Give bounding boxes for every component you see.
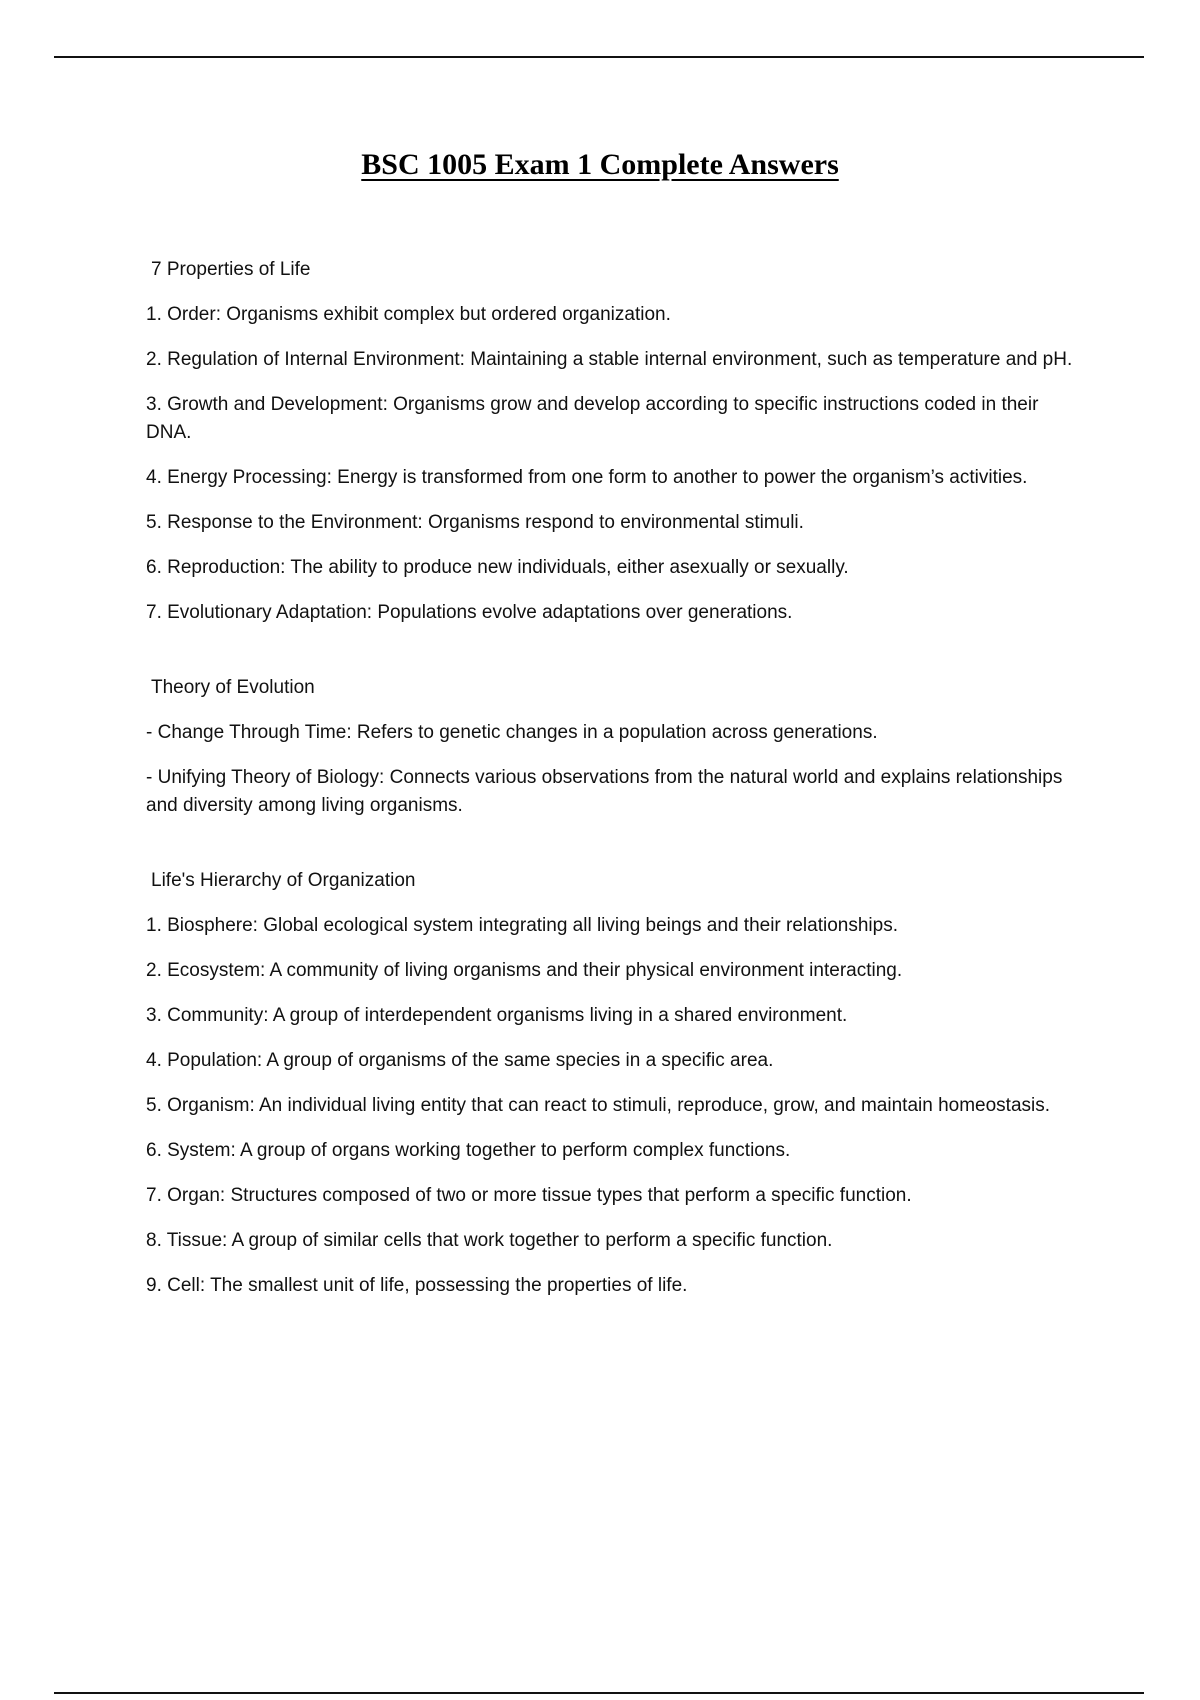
- list-item: 6. Reproduction: The ability to produce new individuals, either asexually or sexually.: [146, 557, 849, 578]
- page-title-text: BSC 1005 Exam 1 Complete Answers: [361, 148, 839, 181]
- list-item: 7. Organ: Structures composed of two or more tissue types that perform a specific function.: [146, 1185, 912, 1206]
- list-item: 1. Order: Organisms exhibit complex but ordered organization.: [146, 304, 671, 325]
- list-item: 6. System: A group of organs working together to perform complex functions.: [146, 1140, 791, 1161]
- section-spacer: [146, 644, 1076, 674]
- top-rule: [54, 56, 1144, 58]
- list-item: - Unifying Theory of Biology: Connects various observations from the natural world and explains relationships and diversity among living organisms.: [146, 767, 1063, 816]
- section-spacer: [146, 837, 1076, 867]
- section-heading: Life's Hierarchy of Organization: [151, 870, 416, 891]
- section-theory-of-evolution: [146, 674, 1076, 820]
- list-item: - Change Through Time: Refers to genetic changes in a population across generations.: [146, 722, 878, 743]
- list-item: 9. Cell: The smallest unit of life, possessing the properties of life.: [146, 1275, 688, 1296]
- list-item: 8. Tissue: A group of similar cells that work together to perform a specific function.: [146, 1230, 833, 1251]
- document-body: [146, 256, 1076, 1317]
- section-heading: 7 Properties of Life: [151, 259, 311, 280]
- section-hierarchy-of-organization: [146, 867, 1076, 1300]
- page-title: [0, 145, 1200, 182]
- list-item: 4. Population: A group of organisms of the same species in a specific area.: [146, 1050, 774, 1071]
- list-item: 3. Growth and Development: Organisms grow and develop according to specific instructions coded in their DNA.: [146, 394, 1039, 443]
- list-item: 7. Evolutionary Adaptation: Populations evolve adaptations over generations.: [146, 602, 793, 623]
- bottom-rule: [54, 1692, 1144, 1694]
- list-item: 4. Energy Processing: Energy is transformed from one form to another to power the organism’s activities.: [146, 467, 1028, 488]
- section-heading: Theory of Evolution: [151, 677, 315, 698]
- list-item: 5. Response to the Environment: Organisms respond to environmental stimuli.: [146, 512, 804, 533]
- list-item: 2. Regulation of Internal Environment: Maintaining a stable internal environment, such as temperature and pH.: [146, 349, 1073, 370]
- list-item: 2. Ecosystem: A community of living organisms and their physical environment interacting.: [146, 960, 903, 981]
- list-item: 3. Community: A group of interdependent organisms living in a shared environment.: [146, 1005, 848, 1026]
- list-item: 1. Biosphere: Global ecological system integrating all living beings and their relationships.: [146, 915, 898, 936]
- list-item: 5. Organism: An individual living entity that can react to stimuli, reproduce, grow, and maintain homeostasis.: [146, 1095, 1051, 1116]
- section-properties-of-life: [146, 256, 1076, 627]
